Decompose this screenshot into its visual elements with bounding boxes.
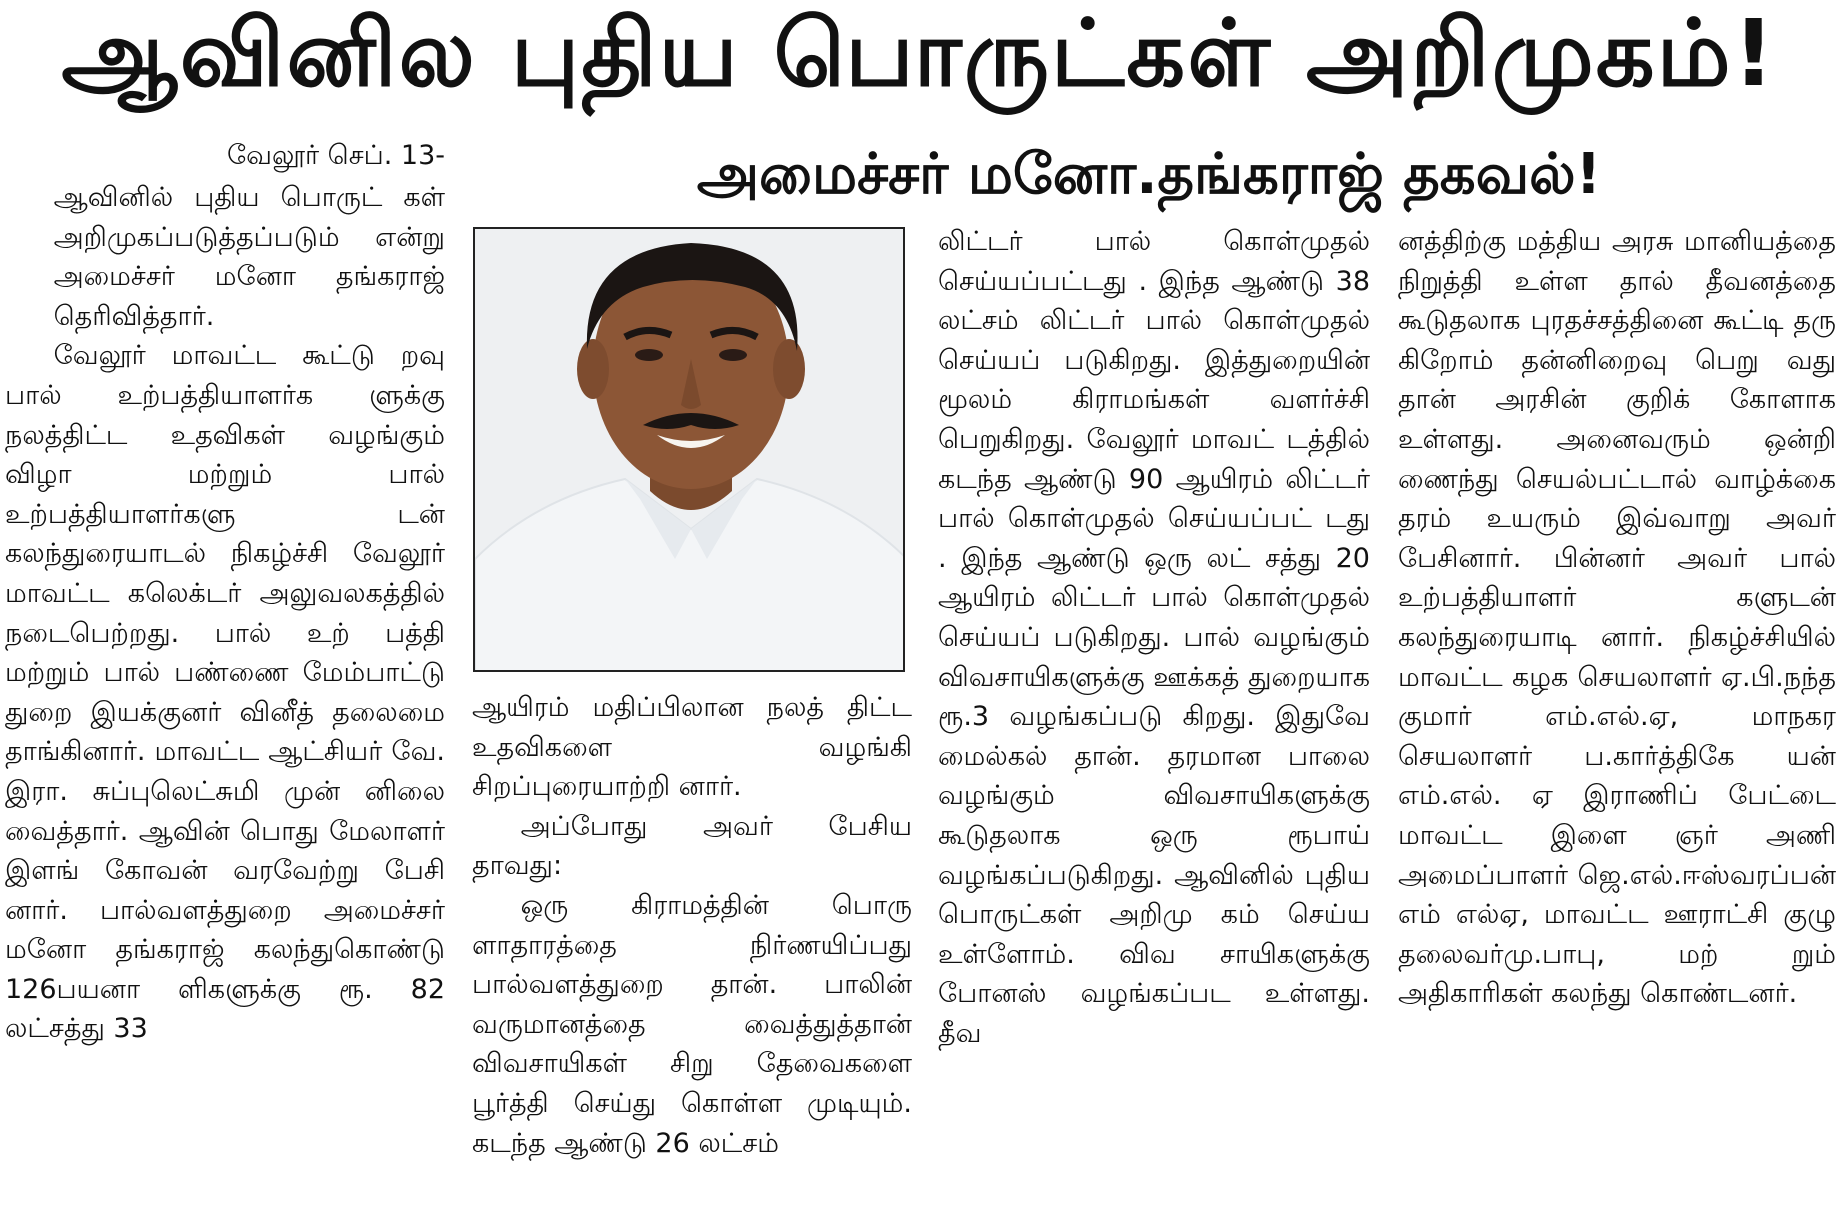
headline: ஆவினில புதிய பொருட்கள் அறிமுகம்!	[61, 0, 1777, 107]
article-paragraph: ஆயிரம் மதிப்பிலான நலத் திட்ட உதவிகளை வழங்கி சிறப்புரையாற்றி னார்.	[472, 692, 912, 803]
article-column-2	[472, 688, 912, 1163]
article-paragraph: வேலூர் மாவட்ட கூட்டு றவு பால் உற்பத்தியாளர்க ளுக்கு நலத்திட்ட உதவிகள் வழங்கும் விழா மற்றும் பால் உற்பத்தியாளர்களு டன் கலந்துரையாடல் நிகழ்ச்சி வேலூர் மாவட்ட கலெக்டர் அலுவலகத்தில் நடைபெற்றது. பால் உற் பத்தி மற்றும் பால் பண்ணை மேம்பாட்டு துறை இயக்குனர் வினீத் தலைமை தாங்கினார். மாவட்ட ஆட்சியர் வே. இரா. சுப்புலெட்சுமி முன் னிலை வைத்தார். ஆவின் பொது மேலாளர் இளங் கோவன் வரவேற்று பேசி னார். பால்வளத்துறை அமைச்சர் மனோ தங்கராஜ் கலந்துகொண்டு 126பயனா ளிகளுக்கு ரூ. 82 லட்சத்து 33	[5, 340, 445, 1045]
article-column-4	[1398, 222, 1836, 1014]
article-column-3	[938, 222, 1370, 1053]
dateline: வேலூர் செப். 13-	[226, 140, 445, 171]
article-paragraph: அப்போது அவர் பேசிய தாவது:	[472, 810, 912, 882]
article-paragraph: லிட்டர் பால் கொள்முதல் செய்யப்பட்டது . இந்த ஆண்டு 38 லட்சம் லிட்டர் பால் கொள்முதல் செய்யப் படுகிறது. இத்துறையின் மூலம் கிராமங்கள் வளர்ச்சி பெறுகிறது. வேலூர் மாவட் டத்தில் கடந்த ஆண்டு 90 ஆயிரம் லிட்டர் பால் கொள்முதல் செய்யப்பட் டது . இந்த ஆண்டு ஒரு லட் சத்து 20 ஆயிரம் லிட்டர் பால் கொள்முதல் செய்யப் படுகிறது. பால் வழங்கும் விவசாயிகளுக்கு ஊக்கத் துறையாக ரூ.3 வழங்கப்படு கிறது. இதுவே மைல்கல் தான். தரமான பாலை வழங்கும் விவசாயிகளுக்கு கூடுதலாக ஒரு ரூபாய் வழங்கப்படுகிறது. ஆவினில் புதிய பொருட்கள் அறிமு கம் செய்ய உள்ளோம். விவ சாயிகளுக்கு போனஸ் வழங்கப்பட உள்ளது. தீவ	[938, 226, 1370, 1049]
article-paragraph: னத்திற்கு மத்திய அரசு மானியத்தை நிறுத்தி உள்ள தால் தீவனத்தை கூடுதலாக புரதச்சத்தினை கூட்டி தரு கிறோம் தன்னிறைவு பெறு வது தான் அரசின் குறிக் கோளாக உள்ளது. அனைவரும் ஒன்றி ணைந்து செயல்பட்டால் வாழ்க்கை தரம் உயரும் இவ்வாறு அவர் பேசினார். பின்னர் அவர் பால் உற்பத்தியாளர் களுடன் கலந்துரையாடி னார். நிகழ்ச்சியில் மாவட்ட கழக செயலாளர் ஏ.பி.நந்த குமார் எம்.எல்.ஏ, மாநகர செயலாளர் ப.கார்த்திகே யன் எம்.எல். ஏ இராணிப் பேட்டை மாவட்ட இளை ஞர் அணி அமைப்பாளர் ஜெ.எல்.ஈஸ்வரப்பன் எம் எல்ஏ, மாவட்ட ஊராட்சி குழு தலைவர்மு.பாபு, மற் றும் அதிகாரிகள் கலந்து கொண்டனர்.	[1398, 226, 1836, 1010]
article-paragraph: ஒரு கிராமத்தின் பொரு ளாதாரத்தை நிர்ணயிப்பது பால்வளத்துறை தான். பாலின் வருமானத்தை வைத்துத்தான் விவசாயிகள் சிறு தேவைகளை பூர்த்தி செய்து கொள்ள முடியும். கடந்த ஆண்டு 26 லட்சம்	[472, 889, 912, 1159]
portrait-photo	[473, 227, 905, 672]
subheadline: அமைச்சர் மனோ.தங்கராஜ் தகவல்!	[696, 142, 1602, 207]
article-paragraph: ஆவினில் புதிய பொருட் கள் அறிமுகப்படுத்தப்படும் என்று அமைச்சர் மனோ தங்கராஜ் தெரிவித்தார்.	[53, 182, 445, 332]
article-column-1	[5, 178, 445, 1049]
person-portrait-icon	[475, 229, 905, 672]
